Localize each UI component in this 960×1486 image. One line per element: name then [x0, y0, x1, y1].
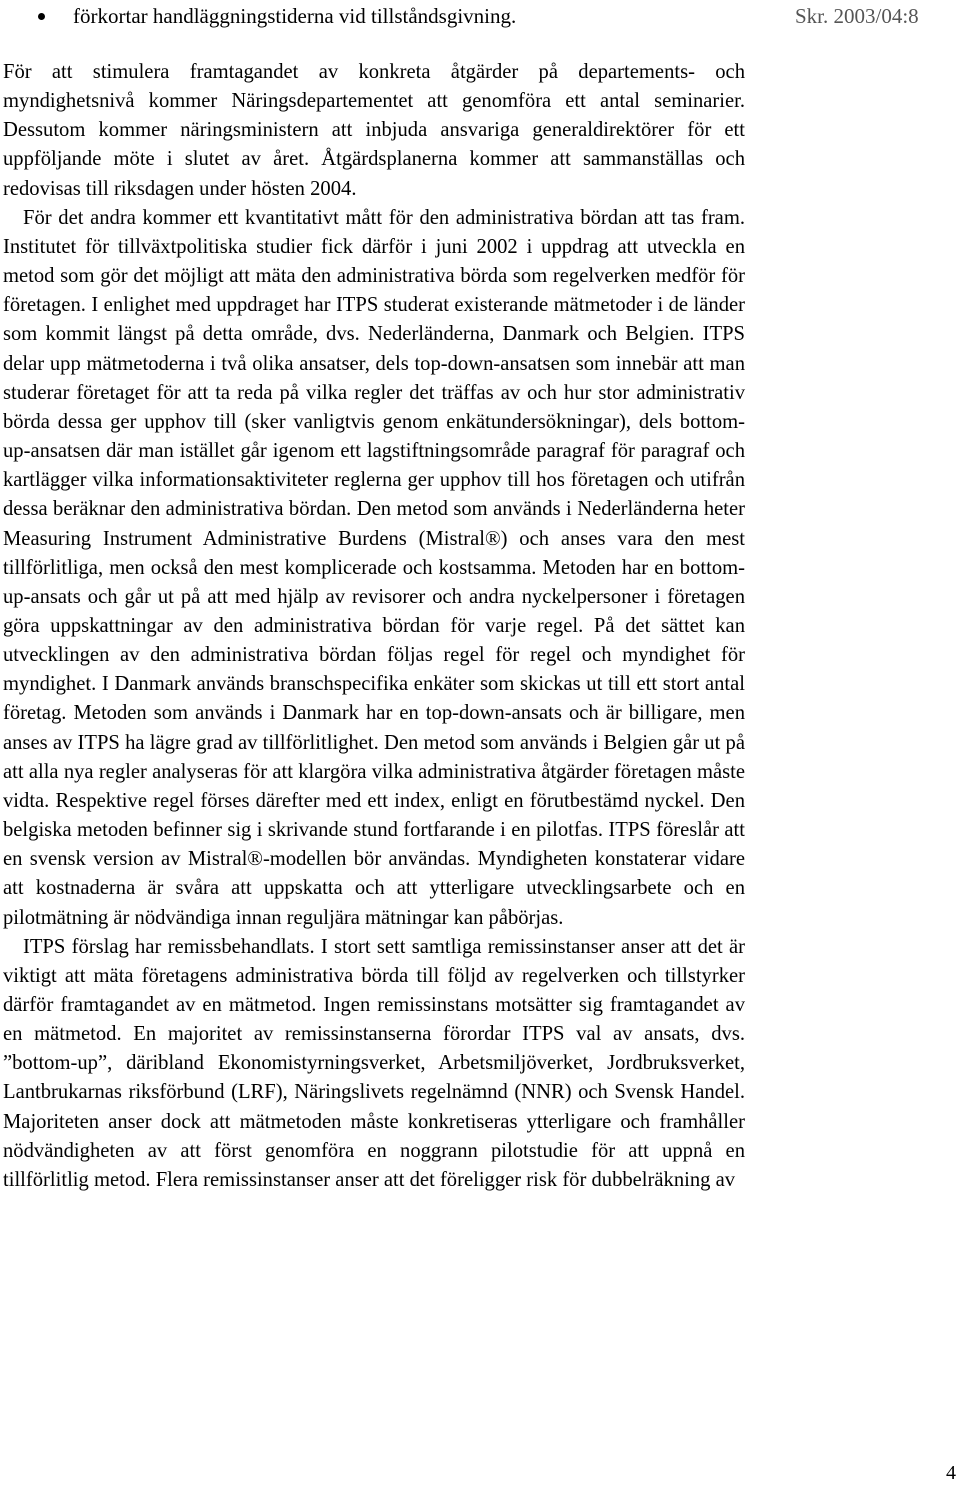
- document-reference: Skr. 2003/04:8: [795, 4, 919, 28]
- bullet-dot-icon: [38, 13, 45, 20]
- paragraph-1: För att stimulera framtagandet av konkreta åtgärder på departements- och myndighetsnivå kommer Näringsdepartementet att genomföra ett antal seminarier. Dessutom kommer näringsministern att inbjuda ansvariga generaldirektörer för ett uppföljande möte i slutet av året. Åtgärdsplanerna kommer att sammanställas och redovisas till riksdagen under hösten 2004.: [3, 61, 745, 200]
- paragraph-3: ITPS förslag har remissbehandlats. I stort sett samtliga remissinstanser anser att det är viktigt att mäta företagens administrativa börda till följd av regelverken och tillstyrker därför framtagandet av en mätmetod. Ingen remissinstans motsätter sig framtagandet av en mätmetod. En majoritet av remissinstanserna förordar ITPS val av ansats, dvs. ”bottom-up”, däribland Ekonomistyrningsverket, Arbetsmiljöverket, Jordbruksverket, Lantbrukarnas riksförbund (LRF), Näringslivets regelnämnd (NNR) och Svensk Handel. Majoriteten anser dock att mätmetoden måste konkretiseras ytterligare och framhåller nödvändigheten av att först genomföra en noggrann pilotstudie för att uppnå en tillförlitlig metod. Flera remissinstanser anser att det föreligger risk för dubbelräkning av: [3, 935, 745, 1191]
- paragraph-2: För det andra kommer ett kvantitativt mått för den administrativa bördan att tas fram. Institutet för tillväxtpolitiska studier fick därför i juni 2002 i uppdrag att utveckla en metod som gör det möjligt att mäta den administrativa börda som regelverken medför för företagen. I enlighet med uppdraget har ITPS studerat existerande mätmetoder i de länder som kommit längst på detta område, dvs. Nederländerna, Danmark och Belgien. ITPS delar upp mätmetoderna i två olika ansatser, dels top-down-ansatsen som innebär att man studerar företaget för att ta reda på vilka regler det träffas av och hur stor administrativ börda dessa ger upphov till (sker vanligtvis genom enkätundersökningar), dels bottom-up-ansatsen där man istället går igenom ett lagstiftningsområde paragraf för paragraf och kartlägger vilka informationsaktiviteter reglerna ger upphov till hos företagen och utifrån dessa beräknar den administrativa bördan. Den metod som används i Nederländerna heter Measuring Instrument Administrative Burdens (Mistral®) och anses vara den mest tillförlitliga, men också den mest komplicerade och kostsamma. Metoden har en bottom-up-ansats och går ut på att med hjälp av revisorer och andra nyckelpersoner i företagen göra uppskattningar av den administrativa bördan för varje regel. På det sättet kan utvecklingen av den administrativa bördan följas regel för regel och myndighet för myndighet. I Danmark används branschspecifika enkäter som skickas ut till ett stort antal företag. Metoden som används i Danmark har en top-down-ansats och är billigare, men anses av ITPS ha lägre grad av tillförlitlighet. Den metod som används i Belgien går ut på att alla nya regler analyseras för att klargöra vilka administrativa åtgärder företagen måste vidta. Respektive regel förses därefter med ett index, enligt en förutbestämd nyckel. Den belgiska metoden befinner sig i skrivande stund fortfarande i en pilotfas. ITPS föreslår att en svensk version av Mistral®-modellen bör användas. Myndigheten konstaterar vidare att kostnaderna är svåra att uppskatta och att ytterligare utvecklingsarbete och en pilotmätning är nödvändiga innan reguljära mätningar kan påbörjas.: [3, 206, 745, 929]
- body-text: [3, 58, 745, 1195]
- bullet-text: förkortar handläggningstiderna vid tillståndsgivning.: [73, 4, 517, 28]
- bullet-list-item: [38, 4, 516, 29]
- page-number: 4: [946, 1462, 956, 1484]
